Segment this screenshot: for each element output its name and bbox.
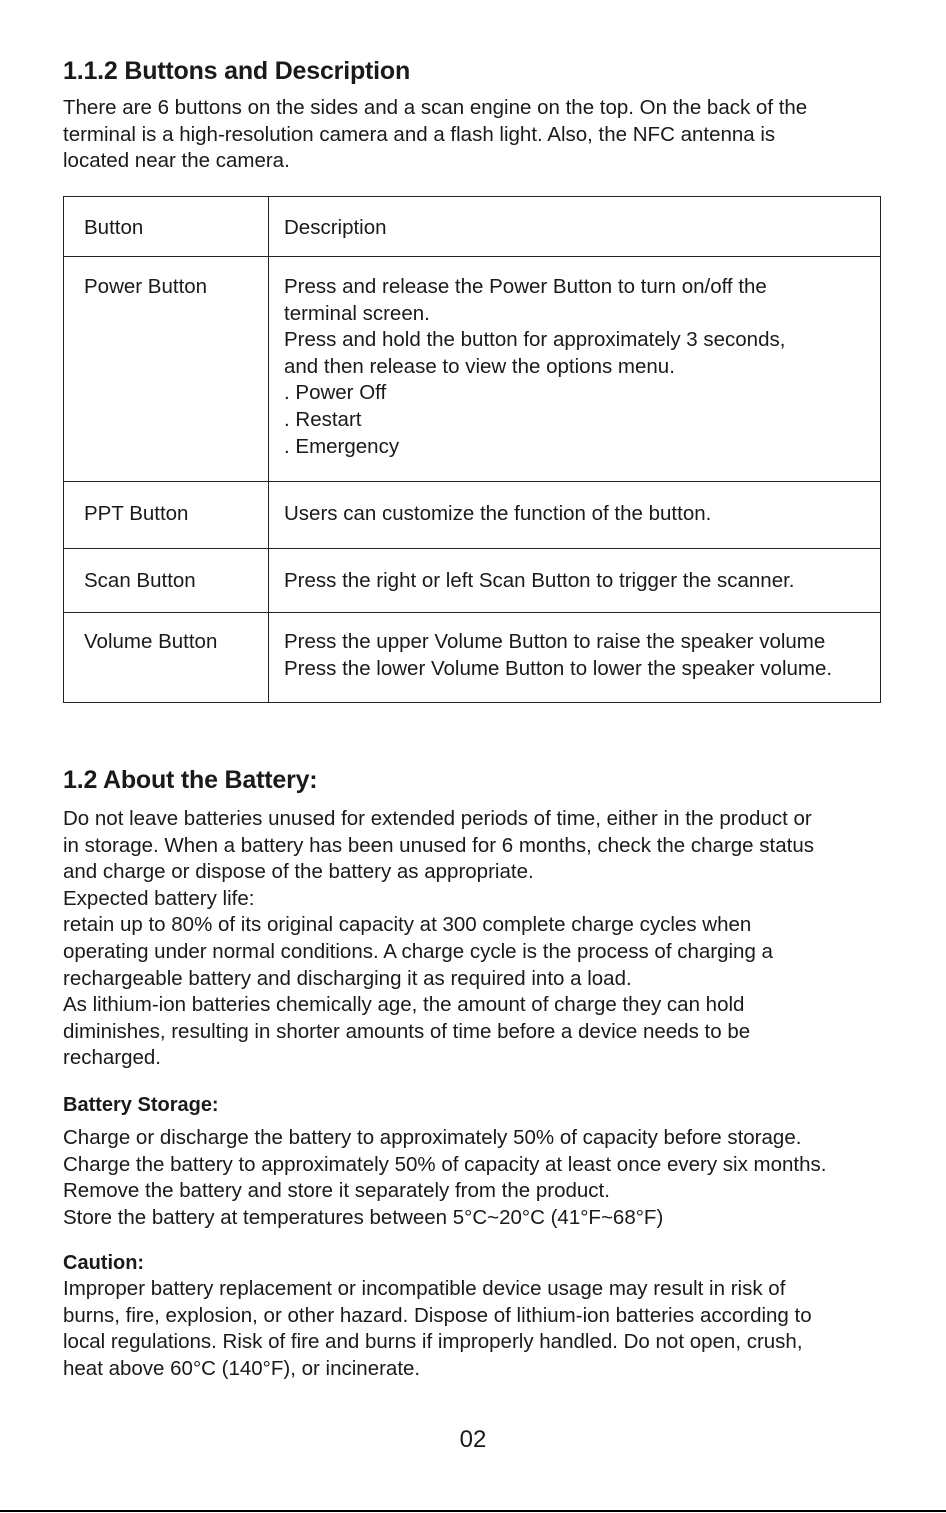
storage-paragraph <box>63 1125 826 1231</box>
table-header-row <box>64 197 881 257</box>
description-cell: Press the right or left Scan Button to trigger the scanner. <box>269 549 881 613</box>
button-name-cell: Scan Button <box>64 549 269 613</box>
description-line: terminal screen. <box>284 301 430 325</box>
intro-line: located near the camera. <box>63 149 290 173</box>
body-line: Charge the battery to approximately 50% of capacity at least once every six months. <box>63 1152 827 1176</box>
header-cell-button: Button <box>64 197 269 257</box>
body-line: and charge or dispose of the battery as appropriate. <box>63 860 534 884</box>
description-line: Press and release the Power Button to turn on/off the <box>284 275 767 298</box>
body-line: rechargeable battery and discharging it as required into a load. <box>63 966 632 990</box>
description-cell <box>269 257 881 482</box>
button-name-cell: PPT Button <box>64 482 269 549</box>
header-cell-description: Description <box>269 197 881 257</box>
button-name-cell: Power Button <box>64 257 269 482</box>
table-row-ppt-button <box>64 482 881 549</box>
button-name-cell: Volume Button <box>64 613 269 703</box>
page-number: 02 <box>459 1426 487 1453</box>
description-cell <box>269 613 881 703</box>
intro-line: There are 6 buttons on the sides and a scan engine on the top. On the back of the <box>63 96 808 119</box>
section-intro <box>63 95 807 175</box>
table-row-power-button <box>64 257 881 482</box>
body-line: Charge or discharge the battery to approximately 50% of capacity before storage. <box>63 1126 802 1149</box>
body-line: Remove the battery and store it separately from the product. <box>63 1179 610 1203</box>
body-line: recharged. <box>63 1046 162 1070</box>
body-line: Store the battery at temperatures between 5°C~20°C (41°F~68°F) <box>63 1205 664 1229</box>
body-line: Do not leave batteries unused for extended periods of time, either in the product or <box>63 807 812 830</box>
body-line: local regulations. Risk of fire and burns if improperly handled. Do not open, crush, <box>63 1330 803 1354</box>
table-row-scan-button <box>64 549 881 613</box>
buttons-table <box>63 196 881 703</box>
subsection-title-caution: Caution: <box>63 1252 145 1274</box>
body-line: Expected battery life: <box>63 886 255 910</box>
description-line: Press the lower Volume Button to lower the speaker volume. <box>284 656 833 680</box>
option-restart: . Restart <box>284 407 362 431</box>
bottom-divider <box>0 1510 946 1512</box>
subsection-title-storage: Battery Storage: <box>63 1094 219 1116</box>
body-line: As lithium-ion batteries chemically age, the amount of charge they can hold <box>63 993 745 1017</box>
description-line: and then release to view the options menu. <box>284 354 675 378</box>
body-line: heat above 60°C (140°F), or incinerate. <box>63 1356 421 1380</box>
battery-paragraph <box>63 806 814 1072</box>
section-title: 1.1.2 Buttons and Description <box>63 57 411 85</box>
option-emergency: . Emergency <box>284 434 400 458</box>
caution-paragraph <box>63 1276 812 1382</box>
option-power-off: . Power Off <box>284 381 387 405</box>
table-row-volume-button <box>64 613 881 703</box>
section-title: 1.2 About the Battery: <box>63 766 318 794</box>
body-line: diminishes, resulting in shorter amounts of time before a device needs to be <box>63 1019 751 1043</box>
body-line: operating under normal conditions. A charge cycle is the process of charging a <box>63 939 773 963</box>
body-line: in storage. When a battery has been unused for 6 months, check the charge status <box>63 833 814 857</box>
description-line: Press the upper Volume Button to raise the speaker volume <box>284 630 826 653</box>
body-line: retain up to 80% of its original capacity at 300 complete charge cycles when <box>63 913 752 937</box>
body-line: burns, fire, explosion, or other hazard. Dispose of lithium-ion batteries according to <box>63 1303 812 1327</box>
body-line: Improper battery replacement or incompatible device usage may result in risk of <box>63 1277 786 1300</box>
intro-line: terminal is a high-resolution camera and a flash light. Also, the NFC antenna is <box>63 122 776 146</box>
description-cell: Users can customize the function of the button. <box>269 482 881 549</box>
description-line: Press and hold the button for approximately 3 seconds, <box>284 328 786 352</box>
